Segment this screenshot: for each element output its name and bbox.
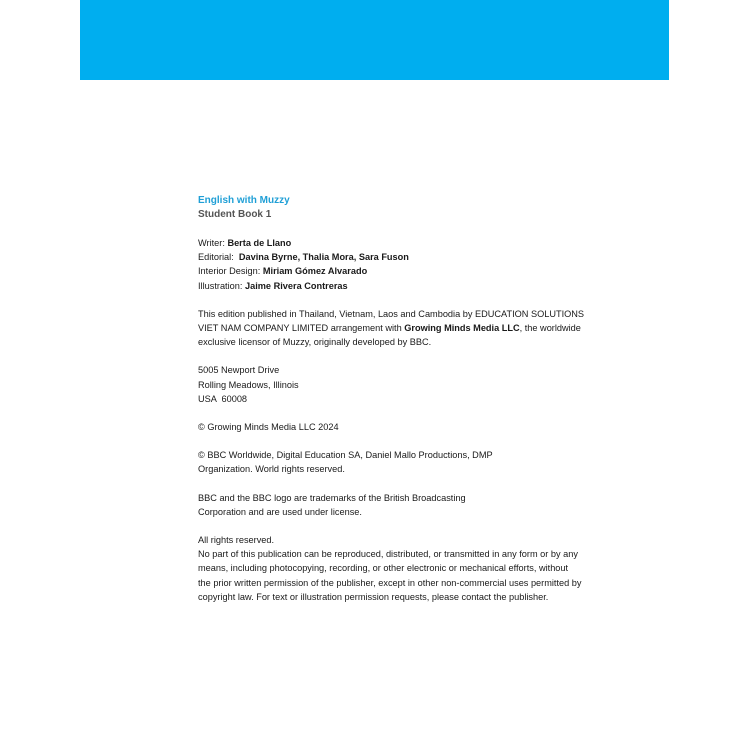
- rights-heading: All rights reserved.: [198, 535, 275, 546]
- credit-illustration: [198, 279, 588, 293]
- edition-block: [198, 307, 588, 350]
- rights-line: copyright law. For text or illustration permission requests, please contact the publisher.: [198, 591, 549, 602]
- rights-block: [198, 533, 588, 604]
- copyright-line: Organization. World rights reserved.: [198, 464, 345, 475]
- credit-label: Writer:: [198, 238, 228, 248]
- edition-line: This edition published in Thailand, Vietnam, Laos and Cambodia by EDUCATION SOLUTIONS: [198, 308, 585, 319]
- copyright-line: © BBC Worldwide, Digital Education SA, Daniel Mallo Productions, DMP: [198, 450, 493, 461]
- trademark-line: BBC and the BBC logo are trademarks of the British Broadcasting: [198, 492, 466, 503]
- rights-line: the prior written permission of the publisher, except in other non-commercial uses permitted by: [198, 577, 582, 588]
- credit-value: Miriam Gómez Alvarado: [262, 266, 368, 277]
- credit-value: Jaime Rivera Contreras: [244, 280, 348, 291]
- credit-interior-design: [198, 264, 588, 278]
- credit-editorial: [198, 250, 588, 264]
- credit-label: Interior Design:: [198, 266, 263, 277]
- address-city: Rolling Meadows, Illinois: [198, 379, 299, 390]
- credit-writer: [198, 236, 588, 250]
- trademark-block: [198, 491, 588, 519]
- rights-line: No part of this publication can be reproduced, distributed, or transmitted in any form or by any: [198, 549, 578, 560]
- book-subtitle: Student Book 1: [198, 209, 272, 220]
- edition-text: VIET NAM COMPANY LIMITED arrangement with: [198, 323, 405, 334]
- trademark-line: Corporation and are used under license.: [198, 506, 362, 517]
- address-street: 5005 Newport Drive: [198, 365, 280, 376]
- copyright-line: © Growing Minds Media LLC 2024: [198, 422, 339, 433]
- rights-line: means, including photocopying, recording, or other electronic or mechanical efforts, without: [198, 563, 569, 574]
- credits-block: [198, 236, 588, 293]
- credit-value: Davina Byrne, Thalia Mora, Sara Fuson: [238, 252, 409, 263]
- copyright-block-2: [198, 448, 588, 476]
- address-block: [198, 363, 588, 406]
- publisher-name: Growing Minds Media LLC: [404, 323, 520, 334]
- edition-line: [198, 321, 588, 335]
- copyright-block-1: [198, 420, 588, 434]
- book-series-title: English with Muzzy: [198, 195, 290, 206]
- edition-text: , the worldwide: [519, 323, 581, 334]
- edition-line: exclusive licensor of Muzzy, originally developed by BBC.: [198, 337, 432, 348]
- address-country: USA 60008: [198, 393, 248, 404]
- credit-label: Illustration:: [198, 280, 245, 291]
- credit-value: Berta de Llano: [227, 238, 292, 248]
- top-color-banner: [80, 0, 669, 80]
- copyright-page-content: [198, 194, 588, 604]
- credit-label: Editorial:: [198, 252, 239, 263]
